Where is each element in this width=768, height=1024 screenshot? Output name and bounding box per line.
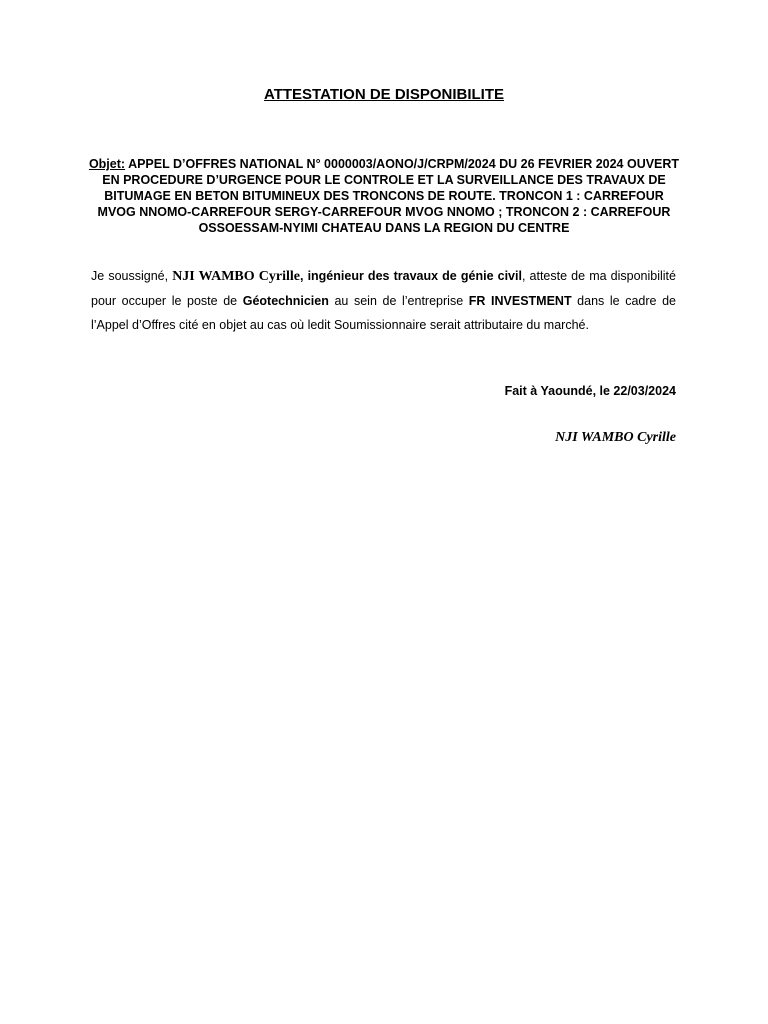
place-date: Fait à Yaoundé, le 22/03/2024 [504,384,676,398]
body-text-1: , atteste de ma disponibilité pour occuper le poste de [91,269,676,308]
body-company: FR INVESTMENT [468,294,572,308]
signature-name: NJI WAMBO Cyrille [555,430,676,445]
objet-label: Objet: [88,157,126,171]
body-role: , ingénieur des travaux de génie civil [299,269,522,283]
body-text-2: au sein de l’entreprise [328,294,469,308]
objet-text: APPEL D’OFFRES NATIONAL N° 0000003/AONO/J/CRPM/2024 DU 26 FEVRIER 2024 OUVERT EN PROCEDURE D’URGENCE POUR LE CONTROLE ET LA SURVEILLANCE DES TRAVAUX DE BITUMAGE EN BETON BITUMINEUX DES TRONCONS DE ROUTE. TRONCON 1 : CARREFOUR MVOG NNOMO-CARREFOUR SERGY-CARREFOUR MVOG NNOMO ; TRONCON 2 : CARREFOUR OSSOESSAM-NYIMI CHATEAU DANS LA REGION DU CENTRE [97,157,680,235]
body-name: NJI WAMBO Cyrille [172,269,300,284]
body-text-3: dans le cadre de l’Appel d’Offres cité en objet au cas où ledit Soumissionnaire serait attributaire du marché. [91,294,676,332]
document-title: ATTESTATION DE DISPONIBILITE [264,86,504,103]
attestation-paragraph [91,264,676,337]
body-intro: Je soussigné, [91,269,173,283]
body-position: Géotechnicien [242,294,329,308]
objet-block [84,156,684,236]
